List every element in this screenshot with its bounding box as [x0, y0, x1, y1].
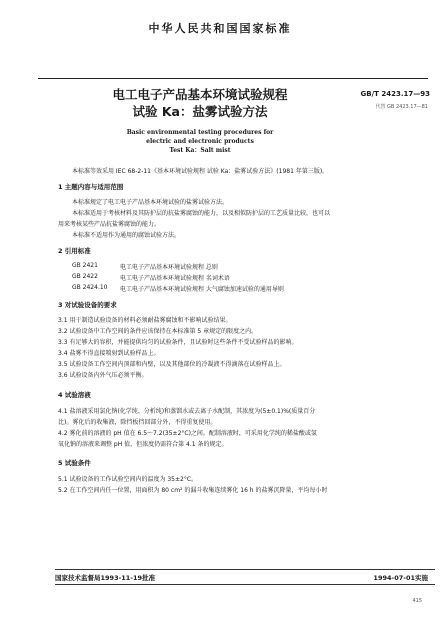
section-4-line: 氧化钠的溶液来调整 pH 值，但浓度仍需符合第 4.1 条的规定。 [58, 441, 228, 448]
standard-number: GB/T 2423.17—93 [360, 90, 430, 98]
intro-text: 本标准等效采用 IEC 68-2-11《基本环境试验规程 试验 Ka：盐雾试验方法》(1981 年第三版)。 [72, 168, 329, 175]
ref-code: GB 2421 [72, 262, 98, 269]
section-3-line: 3.1 用于制造试验设备的材料必须耐盐雾腐蚀和不影响试验结果。 [58, 317, 232, 324]
header-rule [38, 78, 428, 79]
section-4-heading: 4 试验溶液 [58, 391, 91, 399]
section-3-line: 3.4 盐雾不得直接喷射到试验样品上。 [58, 350, 160, 357]
ref-text: 电工电子产品基本环境试验规程 总则 [120, 264, 218, 271]
section-4-line: 4.1 盐溶液采用氯化钠(化学纯、分析纯)和蒸馏水或去离子水配制，其浓度为(5±0.1)%(质量百分 [58, 408, 316, 415]
section-5-heading: 5 试验条件 [58, 459, 91, 467]
title-cn-line2: 试验 Ka：盐雾试验方法 [132, 104, 268, 119]
approval-date: 国家技术监督局1993-11-19批准 [55, 574, 156, 582]
footer-rule-top [55, 569, 435, 570]
replaces-standard: 代替 GB 2423.17—81 [375, 104, 428, 110]
ref-text: 电工电子产品基本环境试验规程 名词术语 [120, 275, 230, 282]
section-1-line: 本标准规定了电工电子产品基本环境试验的盐雾试验方法。 [72, 199, 229, 206]
title-cn-line1: 电工电子产品基本环境试验规程 [112, 87, 288, 102]
section-3-heading: 3 对试验设备的要求 [58, 301, 117, 309]
ref-code: GB 2422 [72, 273, 98, 280]
title-en-line3: Test Ka：Salt mist [169, 147, 231, 154]
country-standard-line: 中华人民共和国国家标准 [148, 22, 292, 35]
title-en-line1: Basic environmental testing procedures for [126, 129, 274, 136]
section-2-heading: 2 引用标准 [58, 247, 91, 255]
section-3-line: 3.5 试验设备工作空间内顶部和内壁，以及其他部位的冷凝液不得滴落在试验样品上。 [58, 361, 286, 368]
page-number: 415 [412, 598, 422, 604]
ref-code: GB 2424.10 [72, 284, 108, 291]
title-en-line2: electric and electronic products [146, 138, 254, 145]
section-4-line: 比)。雾化后的收集液，除挡板挡回部分外，不得重复使用。 [58, 419, 217, 426]
section-1-heading: 1 主题内容与适用范围 [58, 183, 124, 191]
section-5-line: 5.1 试验设备的工作试验空间内的温度为 35±2°C。 [58, 476, 198, 483]
footer-rule-bottom [55, 584, 435, 585]
section-5-line: 5.2 在工作空间内任一位置，用面积为 80 cm² 的漏斗收集连续雾化 16 h 的盐雾沉降量，平均每小时 [58, 487, 328, 494]
section-1-line: 本标准适用于考核材料及其防护层的抗盐雾腐蚀的能力，以及相似防护层的工艺质量比较，也可以 [72, 210, 331, 217]
section-1-line: 用来考核某些产品抗盐雾腐蚀的能力。 [58, 221, 161, 228]
section-3-line: 3.6 试验设备内外气压必须平衡。 [58, 372, 148, 379]
title-block [80, 86, 320, 155]
section-3-line: 3.2 试验设备中工作空间的条件应该保持在本标准第 5 章规定的限度之内。 [58, 328, 258, 335]
section-3-line: 3.3 有足够大的容积，并能提供均匀的试验条件，且试验时这些条件不受试验样品的影响。 [58, 339, 298, 346]
ref-text: 电工电子产品基本环境试验规程 大气腐蚀加速试验的通用导则 [120, 286, 284, 293]
section-4-line: 4.2 雾化前的溶液的 pH 值在 6.5～7.2(35±2°C)之间。配制溶液时，可采用化学纯的稀盐酸或氢 [58, 430, 317, 437]
effective-date: 1994-07-01实施 [373, 574, 428, 582]
section-1-line: 本标准不适用作为通用的腐蚀试验方法。 [72, 232, 181, 239]
